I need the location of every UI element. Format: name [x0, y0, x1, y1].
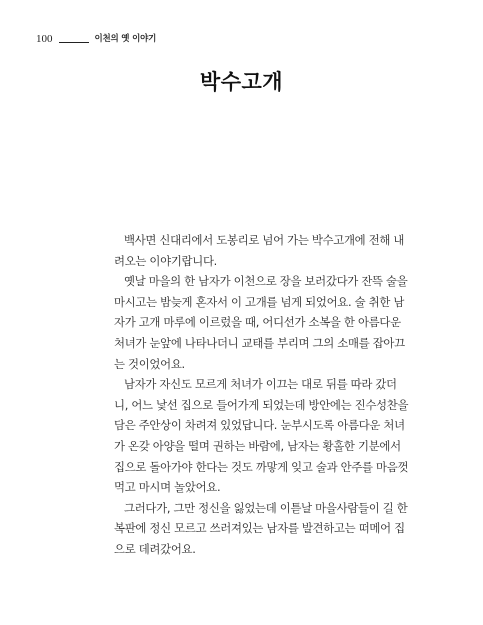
- chapter-title: 박수고개: [199, 70, 284, 94]
- text-line: 가 온갖 아양을 떨며 권하는 바람에, 남자는 황홀한 기분에서: [114, 438, 401, 453]
- text-line: 복판에 정신 모르고 쓰러져있는 남자를 발견하고는 떠메어 집: [114, 521, 405, 536]
- text-line: 는 것이었어요.: [114, 356, 185, 371]
- paragraph-4: [114, 498, 424, 560]
- paragraph-3: [114, 374, 424, 498]
- running-header: [36, 33, 156, 45]
- text-line: 백사면 신대리에서 도봉리로 넘어 가는 박수고개에 전해 내: [124, 233, 405, 247]
- text-line: 으로 데려갔어요.: [114, 541, 196, 556]
- text-line: 마시고는 밤늦게 혼자서 이 고개를 넘게 되었어요. 술 취한 남: [114, 294, 405, 309]
- text-line: 남자가 자신도 모르게 처녀가 이끄는 대로 뒤를 따라 갔더: [124, 377, 397, 392]
- text-line: 그러다가, 그만 정신을 잃었는데 이튿날 마을사람들이 길 한: [124, 500, 408, 515]
- text-line: 옛날 마을의 한 남자가 이천으로 장을 보러갔다가 잔뜩 술을: [124, 274, 408, 289]
- body-text: [114, 230, 424, 560]
- header-rule: [59, 42, 89, 43]
- text-line: 집으로 돌아가야 한다는 것도 까맣게 잊고 술과 안주를 마음껏: [114, 459, 409, 474]
- text-line: 려오는 이야기랍니다.: [114, 253, 217, 268]
- text-line: 자가 고개 마루에 이르렀을 때, 어디선가 소복을 한 아름다운: [114, 315, 401, 330]
- page-number: 100: [36, 33, 53, 45]
- text-line: 먹고 마시며 놀았어요.: [114, 480, 221, 495]
- text-line: 니, 어느 낯선 집으로 들어가게 되었는데 방안에는 진수성찬을: [114, 397, 409, 412]
- paragraph-1: [114, 230, 424, 271]
- text-line: 담은 주안상이 차려져 있었답니다. 눈부시도록 아름다운 처녀: [114, 418, 405, 433]
- paragraph-2: [114, 271, 424, 374]
- text-line: 처녀가 눈앞에 나타나더니 교태를 부리며 그의 소매를 잡아끄: [114, 335, 405, 350]
- book-title: 이천의 옛 이야기: [94, 34, 157, 44]
